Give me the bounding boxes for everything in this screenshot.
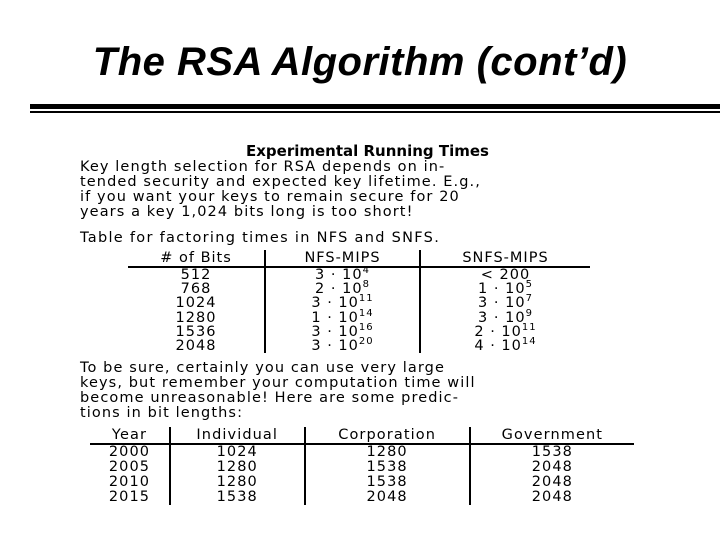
snfs-exponent: 9: [525, 307, 533, 319]
outro-paragraph: [80, 361, 655, 421]
government-cell: 1538: [531, 444, 573, 461]
column-header: Year: [90, 427, 170, 444]
outro-line: become unreasonable! Here are some predic-: [80, 390, 460, 407]
snfs-base: 3 · 10: [478, 309, 526, 326]
nfs-mips-cell: [265, 321, 420, 340]
individual-cell: 1280: [170, 460, 305, 475]
column-header: # of Bits: [128, 250, 265, 267]
intro-line: if you want your keys to remain secure for 20: [80, 189, 460, 205]
table-row: [90, 460, 634, 475]
bits-cell: 1024: [128, 296, 265, 310]
snfs-exponent: 11: [521, 321, 537, 333]
intro-line: tended security and expected key lifetime. E.g.,: [80, 174, 481, 190]
nfs-mips-cell: [265, 293, 420, 312]
nfs-mips-cell: [265, 267, 420, 282]
column-header: Corporation: [305, 427, 470, 444]
year-cell: 2005: [90, 460, 170, 475]
nfs-exponent: 14: [358, 307, 374, 319]
table-row: [90, 444, 634, 460]
slide-title: The RSA Algorithm (cont’d): [92, 40, 628, 84]
nfs-exponent: 4: [362, 265, 370, 276]
intro-paragraph: [80, 160, 655, 220]
intro-line: years a key 1,024 bits long is too short!: [80, 204, 414, 220]
nfs-base: 2 · 10: [315, 281, 363, 298]
snfs-exponent: 7: [525, 293, 533, 305]
snfs-mips-cell: [420, 293, 590, 312]
government-cell: 2048: [531, 474, 573, 491]
intro-line: Key length selection for RSA depends on in-: [80, 159, 446, 175]
snfs-exponent: 5: [525, 279, 533, 291]
section-heading: Experimental Running Times: [246, 142, 489, 160]
snfs-mips-cell: [420, 321, 590, 340]
table-row: [128, 339, 590, 353]
outro-line: keys, but remember your computation time will: [80, 375, 476, 392]
corporation-cell: 1280: [305, 444, 470, 460]
snfs-base: 3 · 10: [478, 295, 526, 312]
column-header: NFS-MIPS: [265, 250, 420, 267]
individual-cell: 1024: [170, 444, 305, 460]
title-divider-thick: [30, 104, 720, 109]
table-header-row: [90, 427, 634, 444]
factoring-times-table: [128, 250, 590, 353]
table-header-row: [128, 250, 590, 267]
bits-cell: 1536: [128, 325, 265, 339]
title-divider-thin: [30, 111, 720, 113]
snfs-mips-cell: [420, 307, 590, 326]
snfs-base: 2 · 10: [474, 323, 522, 340]
corporation-cell: 2048: [305, 490, 470, 505]
snfs-exponent: 14: [521, 336, 537, 348]
column-header: SNFS-MIPS: [420, 250, 590, 267]
nfs-base: 3 · 10: [311, 295, 359, 312]
nfs-base: 3 · 10: [315, 267, 363, 283]
table-row: [90, 475, 634, 490]
key-length-predictions-table: [90, 427, 634, 505]
snfs-mips-cell: [420, 336, 590, 355]
outro-line: To be sure, certainly you can use very large: [80, 360, 445, 377]
table-row: [90, 490, 634, 505]
snfs-base: < 200: [480, 267, 531, 283]
nfs-exponent: 8: [362, 279, 370, 291]
year-cell: 2015: [90, 490, 170, 505]
snfs-base: 1 · 10: [478, 281, 526, 298]
column-header: Individual: [170, 427, 305, 444]
nfs-mips-cell: [265, 307, 420, 326]
nfs-exponent: 20: [358, 336, 374, 348]
corporation-cell: 1538: [305, 475, 470, 490]
government-cell: 2048: [531, 489, 573, 506]
bits-cell: 1280: [128, 311, 265, 325]
table-row: [128, 267, 590, 282]
year-cell: 2010: [90, 475, 170, 490]
bits-cell: 512: [128, 267, 265, 282]
nfs-mips-cell: [265, 336, 420, 355]
individual-cell: 1280: [170, 475, 305, 490]
nfs-base: 3 · 10: [311, 323, 359, 340]
year-cell: 2000: [90, 444, 170, 460]
bits-cell: 2048: [128, 339, 265, 353]
bits-cell: 768: [128, 282, 265, 296]
column-header: Government: [470, 427, 634, 444]
outro-line: tions in bit lengths:: [80, 405, 244, 422]
snfs-mips-cell: [420, 267, 590, 282]
corporation-cell: 1538: [305, 460, 470, 475]
snfs-base: 4 · 10: [474, 338, 522, 355]
individual-cell: 1538: [170, 490, 305, 505]
government-cell: 2048: [531, 459, 573, 476]
nfs-exponent: 16: [358, 321, 374, 333]
nfs-exponent: 11: [358, 293, 374, 305]
table1-caption: Table for factoring times in NFS and SNFS.: [80, 230, 441, 246]
nfs-base: 3 · 10: [311, 338, 359, 355]
scanned-text-block: [80, 143, 655, 505]
nfs-base: 1 · 10: [311, 309, 359, 326]
